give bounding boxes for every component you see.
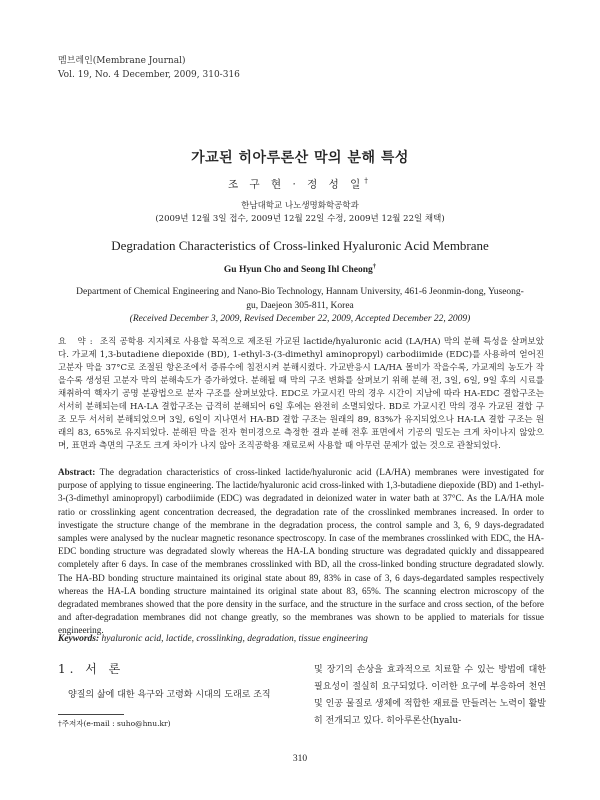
english-corresponding-mark: † xyxy=(372,263,377,270)
footnote: †주저자(e-mail : suho@hnu.kr) xyxy=(58,719,171,728)
section-heading: 1. 서 론 xyxy=(58,662,125,676)
english-affiliation: Department of Chemical Engineering and Nano-Bio Technology, Hannam University, 461-6 Jeonmin-dong, Yuseong-gu, Daejeon 305-811, Korea xyxy=(76,287,524,311)
body-left-column: 양질의 삶에 대한 욕구와 고령화 시대의 도래로 조직 xyxy=(68,690,271,700)
korean-abstract-text: 조직 공학용 지지체로 사용할 목적으로 제조된 가교된 lactide/hyaluronic acid (LA/HA) 막의 분해 특성을 살펴보았다. 가교제 1,3-butadiene diepoxide (BD), 1-ethyl-3-(3-dimethyl aminopropyl) carbodiimide (EDC)를 사용하여 얻어진 고분자 막을 37°C로 조절된 항온조에서 증류수에 침전시켜 분해시켰다. 가교반응시 LA/HA 몰비가 작을수록, 가교제의 농도가 작을수록 생성된 고분자 막의 분해속도가 증가하였다. 분해될 때 막의 구조 변화를 살펴보기 위해 분해 전, 3일, 6일, 9일 후의 시료를 채취하여 핵자기 공명 분광법으로 분자 구조를 살펴보았다. EDC로 가교시킨 막의 경우 시간이 지남에 따라 HA-EDC 결합구조는 서서히 분해되는데 HA-LA 결합구조는 급격히 분해되어 6일 후에는 완전히 소멸되었다. BD로 가교시킨 막의 경우 가교된 결합 구조 모두 서서히 분해되었으며 3일, 6일이 지나면서 HA-BD 결합 구조는 원래의 89, 83%가 유지되었으나 HA-LA 결합 구조는 원래의 83, 65%로 유지되었다. 분해된 막을 전자 현미경으로 측정한 결과 분해 전후 표면에서 기공의 밀도는 크게 차이나지 않았으며, 표면과 측면의 구조도 크게 차이가 나지 않아 조직공학용 재료로써 사용할 때 아무런 문제가 없는 것으로 관찰되었다. xyxy=(58,337,544,451)
korean-abstract xyxy=(58,336,544,453)
journal-volume: Vol. 19, No. 4 December, 2009, 310-316 xyxy=(58,70,240,80)
corresponding-author-mark: † xyxy=(364,176,372,185)
english-abstract-text: The degradation characteristics of cross-linked lactide/hyaluronic acid (LA/HA) membranes were investigated for purpose of applying to tissue engineering. The lactide/hyaluronic acid cross-linked with 1,3-butadiene diepoxide (BD) and 1-ethyl-3-(3-dimethyl aminopropyl) carbodiimide (EDC) was degradated in deionized water in water bath at 37°C. As the LA/HA mole ratio or crosslinking agent concentration decreased, the degradation rate of the crosslinked membranes increased. In order to investigate the structure change of the membrane in the degradation process, the control sample and 3, 6, 9 days-degradated samples were analysed by the nuclear magnetic resonance spectroscopy. In case of the membranes crosslinked with EDC, the HA-EDC bonding structure was degradated slowly whereas the HA-LA bonding structure was degradated quickly and dissappeared completely after 6 days. In case of the membranes crosslinked with BD, all the cross-linked bonding structure degradated slowly. The HA-BD bonding structure maintained its original state about 89, 83% in case of 3, 6 days-degardated samples respectively whereas the HA-LA bonding structure maintained its original state about 83, 65%. The scanning electron microscopy of the degradated membranes showed that the pore density in the surface, and the structure in the surface and cross section, of the before and after-degradation membranes did not change greatly, so the membranes was shown to be applied to materials for tissue engineering. xyxy=(58,467,544,636)
body-right-column: 및 장기의 손상을 효과적으로 치료할 수 있는 방법에 대한 필요성이 절실히 요구되었다. 이러한 요구에 부응하여 천연 및 인공 물질로 생체에 적합한 재료를 만들려는 노력이 활발히 전개되고 있다. 히아루론산(hyalu- xyxy=(314,665,546,726)
korean-abstract-label: 요 약: xyxy=(58,337,97,347)
keywords-text: hyaluronic acid, lactide, crosslinking, degradation, tissue engineering xyxy=(101,634,368,644)
journal-info xyxy=(58,54,240,82)
korean-title: 가교된 히아루론산 막의 분해 특성 xyxy=(191,150,409,166)
english-dates: (Received December 3, 2009, Revised December 22, 2009, Accepted December 22, 2009) xyxy=(129,314,471,324)
english-title: Degradation Characteristics of Cross-linked Hyaluronic Acid Membrane xyxy=(111,238,489,253)
journal-name: 멤브레인(Membrane Journal) xyxy=(58,56,186,66)
korean-authors xyxy=(0,176,600,192)
keywords-label: Keywords: xyxy=(58,634,100,644)
footnote-divider xyxy=(58,714,124,715)
english-abstract xyxy=(58,466,544,638)
english-authors xyxy=(0,263,600,275)
keywords xyxy=(58,634,544,644)
page-number: 310 xyxy=(292,754,308,764)
korean-author-names: 조 구 현 · 정 성 일 xyxy=(228,178,365,191)
korean-affiliation: 한남대학교 나노생명화학공학과 xyxy=(241,201,359,211)
english-abstract-label: Abstract: xyxy=(58,467,96,477)
korean-dates: (2009년 12월 3일 접수, 2009년 12월 22일 수정, 2009년 12월 22일 채택) xyxy=(155,214,445,224)
english-author-names: Gu Hyun Cho and Seong Ihl Cheong xyxy=(223,265,373,276)
